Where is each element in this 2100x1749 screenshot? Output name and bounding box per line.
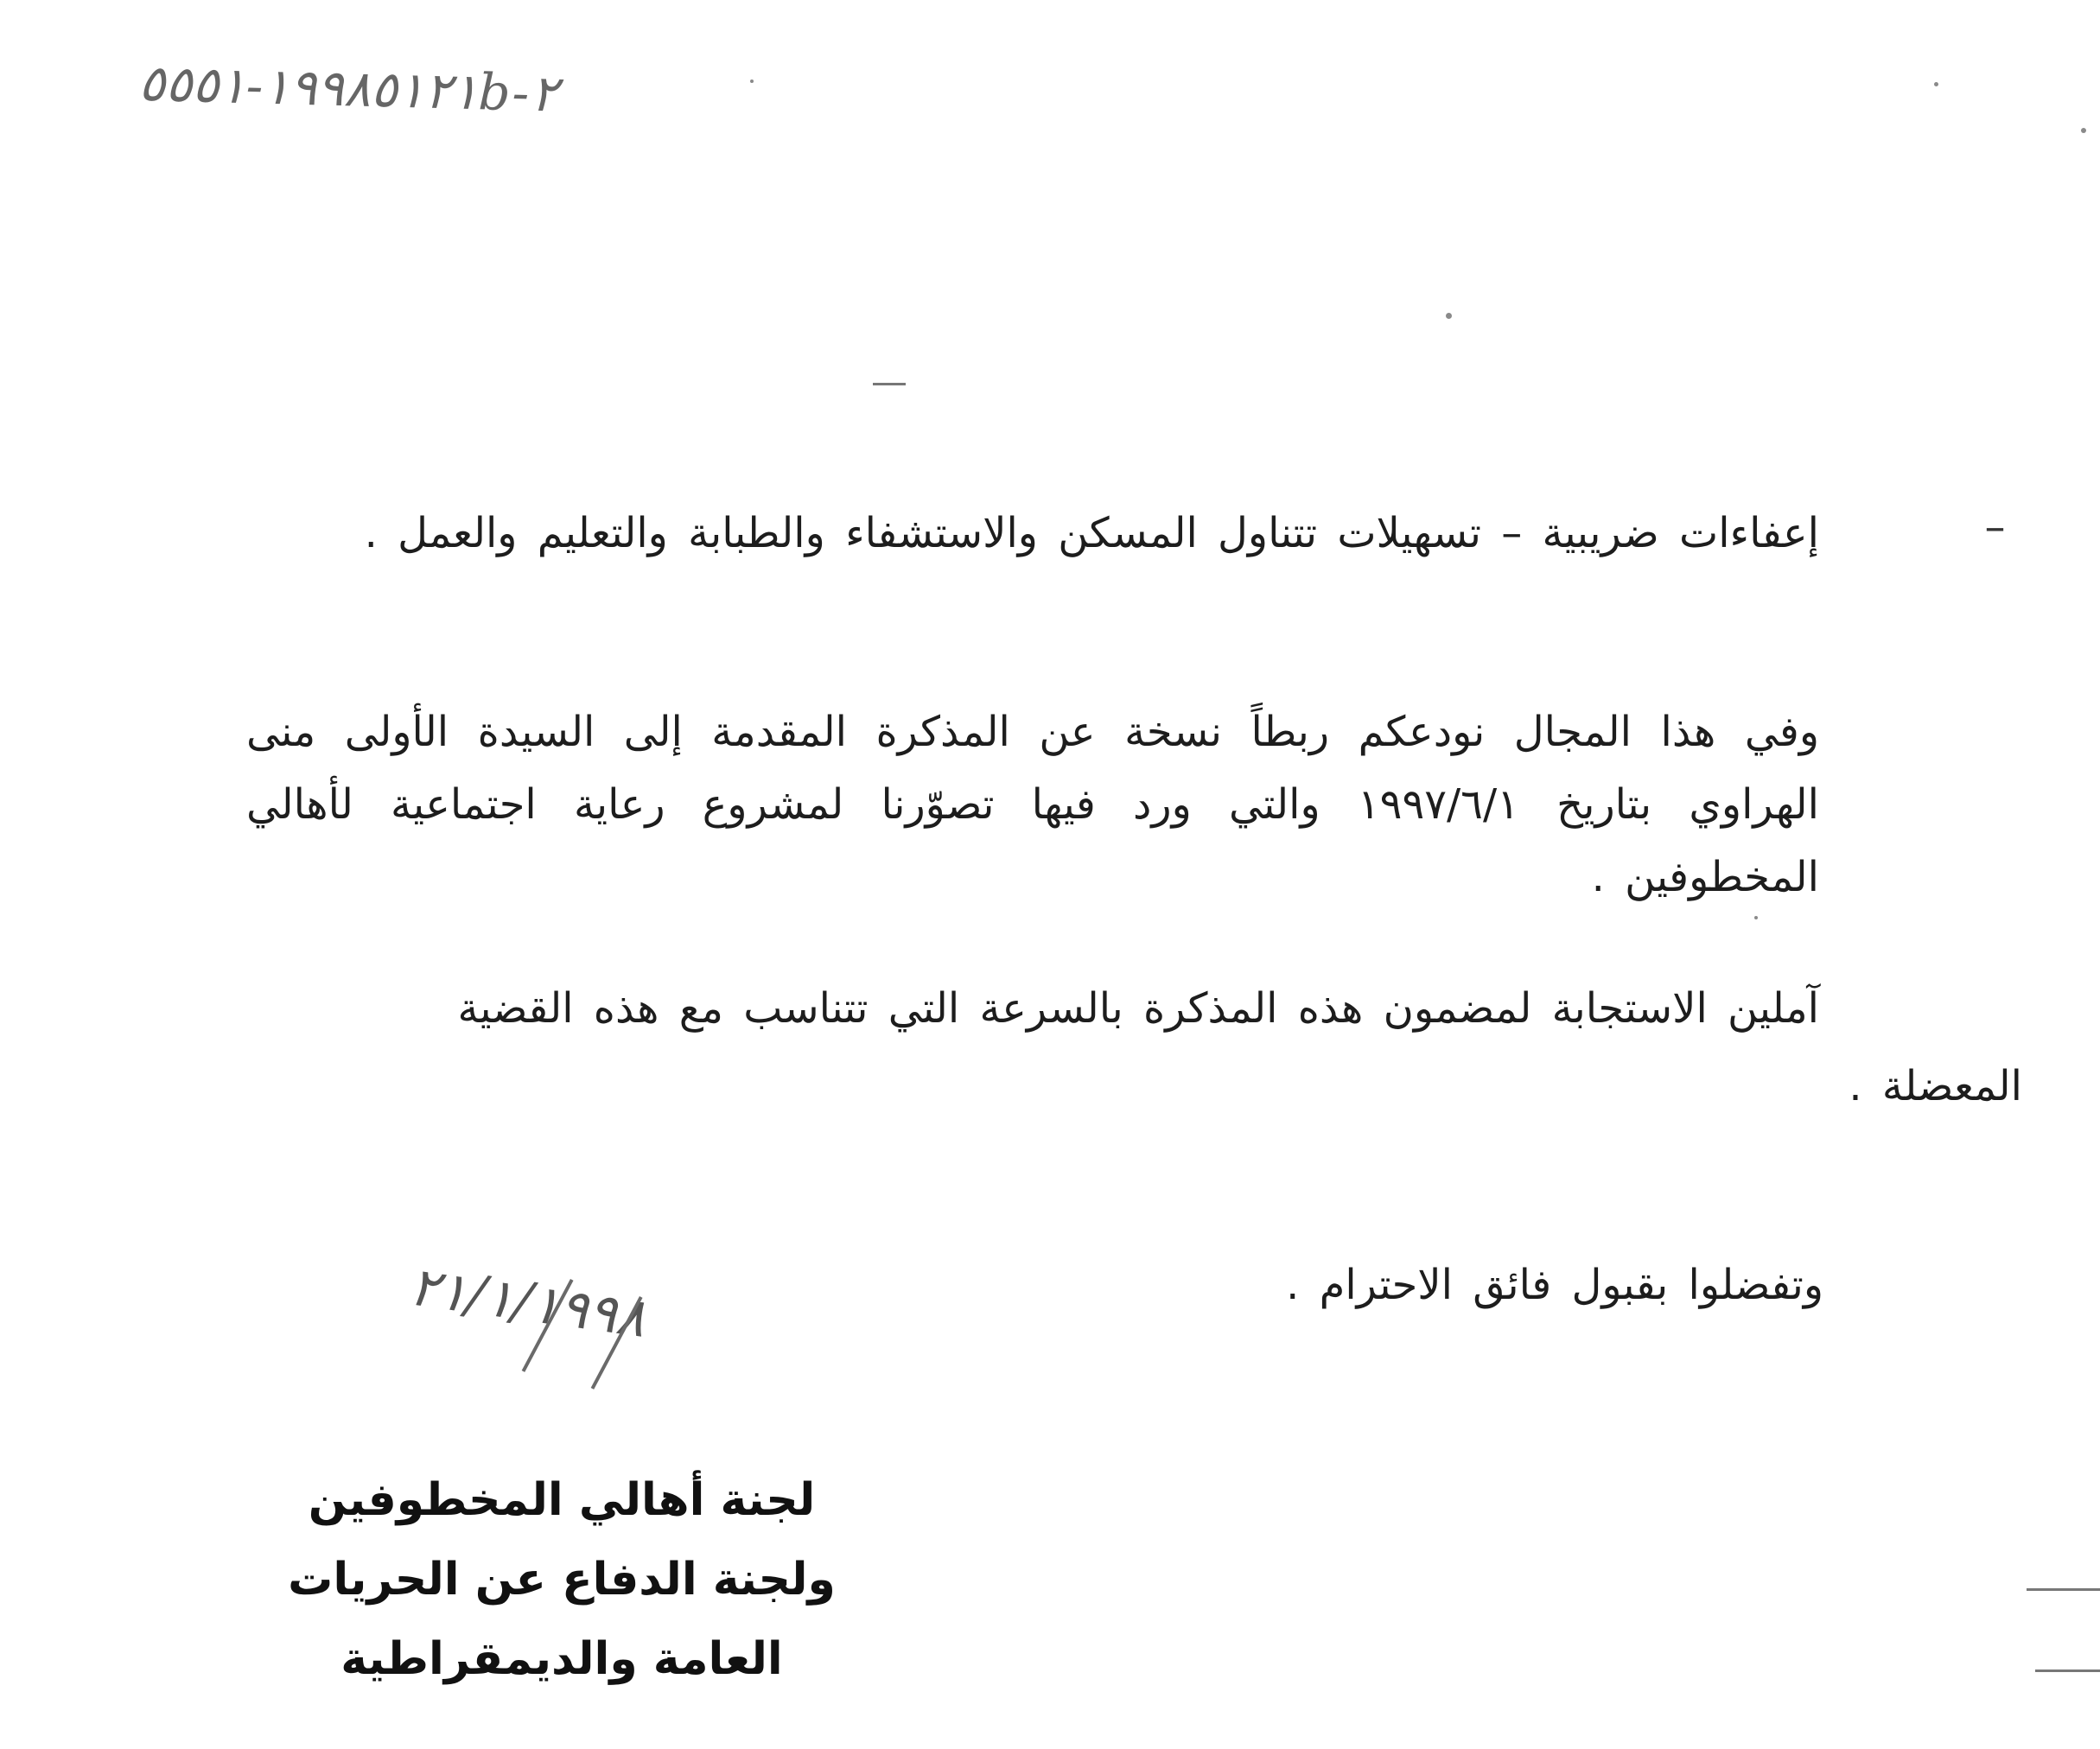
scan-speck — [750, 80, 754, 83]
paragraph-request: آملين الاستجابة لمضمون هذه المذكرة بالسرعة التي تتناسب مع هذه القضية — [457, 984, 1819, 1033]
signature-line-2: ولجنة الدفاع عن الحريات — [288, 1554, 836, 1606]
scan-speck — [1934, 82, 1938, 86]
paragraph-request-tail: المعضلة . — [1849, 1062, 2022, 1110]
scan-speck — [2081, 128, 2086, 133]
paragraph-exemptions: إعفاءات ضريبية – تسهيلات تتناول المسكن والاستشفاء والطبابة والتعليم والعمل . — [364, 509, 1819, 557]
scan-speck — [1754, 916, 1758, 919]
scan-artifact-dash-bottom-right — [2035, 1670, 2100, 1672]
closing-salutation: وتفضلوا بقبول فائق الاحترام . — [1286, 1261, 1823, 1309]
scan-artifact-dash-right — [2027, 1588, 2100, 1591]
scan-speck — [1446, 313, 1452, 319]
bullet-dash: – — [1984, 503, 2008, 551]
paragraph-memo-reference: وفي هذا المجال نودعكم ربطاً نسخة عن المذكرة المقدمة إلى السيدة الأولى منى الهراوي بتاريخ ١٩٩٧/٦/١ والتي ورد فيها تصوّرنا لمشروع رعاية اجتماعية لأهالي المخطوفين . — [246, 708, 1820, 901]
signature-block — [259, 1460, 864, 1699]
scan-artifact-dash-top — [873, 383, 906, 385]
signature-line-3: العامة والديمقراطية — [340, 1633, 783, 1685]
handwritten-date: ٢١/١/١٩٩٨ — [405, 1254, 650, 1350]
signature-line-1: لجنة أهالي المخطوفين — [308, 1474, 816, 1526]
handwritten-reference-number: ١٩٩٨٥١٢١-٥٥٥١b-٢ — [137, 53, 559, 124]
